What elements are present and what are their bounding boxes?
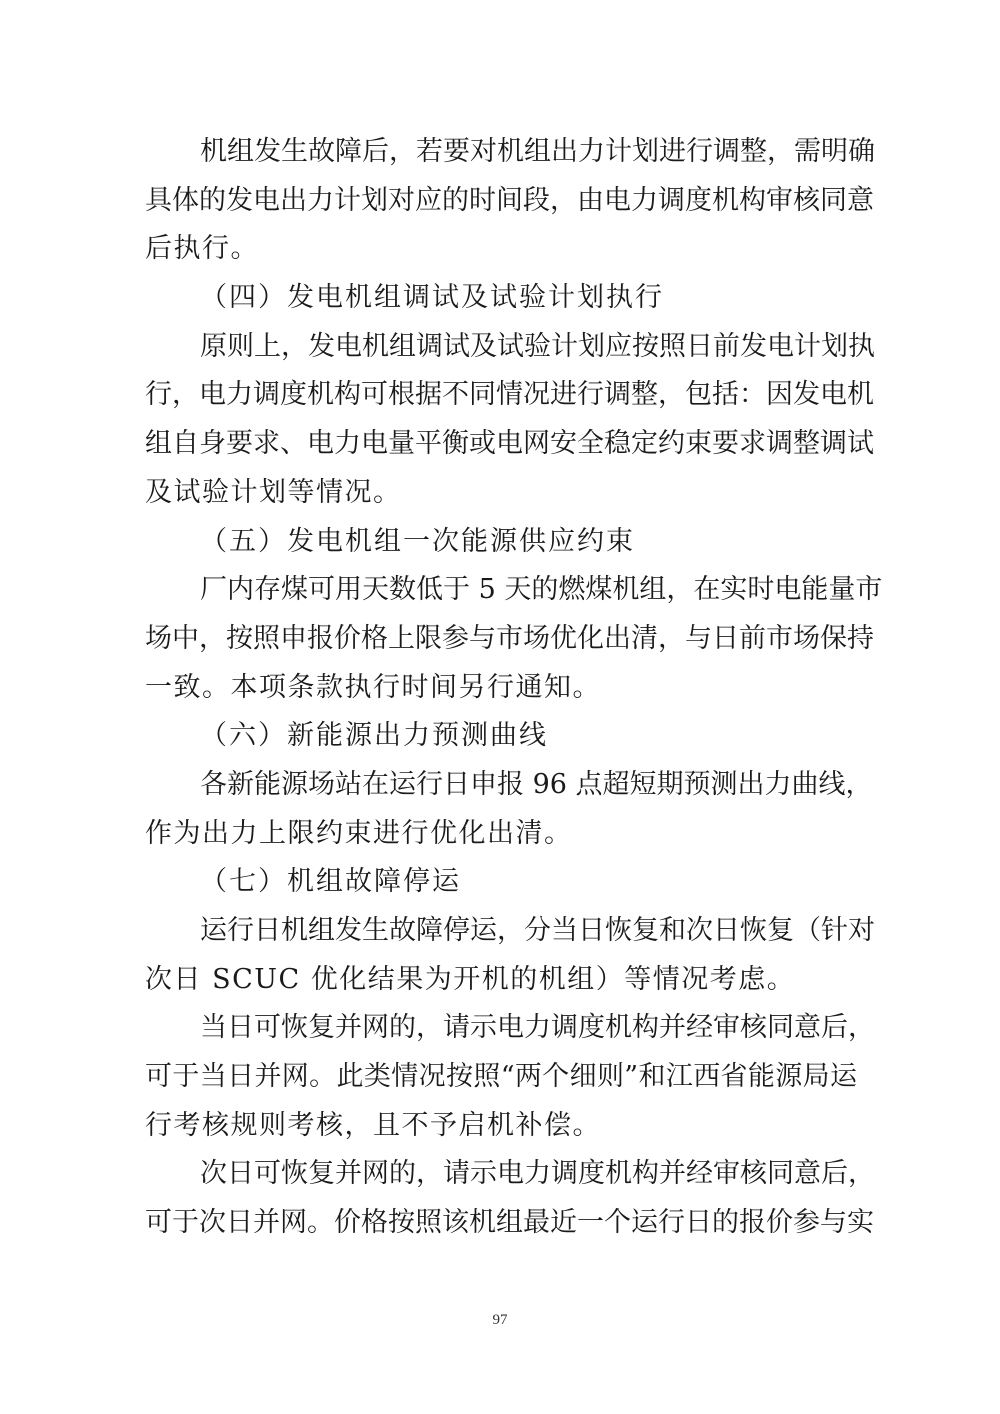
section-heading: （四）发电机组调试及试验计划执行 [200,282,664,314]
paragraph-line: 各新能源场站在运行日申报 96 点超短期预测出力曲线， [200,768,873,800]
paragraph-line: 厂内存煤可用天数低于 5 天的燃煤机组，在实时电能量市 [200,574,883,606]
paragraph-line: 组自身要求、电力电量平衡或电网安全稳定约束要求调整调试 [145,428,874,460]
paragraph-line: 行，电力调度机构可根据不同情况进行调整，包括：因发电机 [145,379,874,411]
paragraph-line: 次日 SCUC 优化结果为开机的机组）等情况考虑。 [145,963,796,995]
section-heading: （五）发电机组一次能源供应约束 [200,525,635,557]
paragraph-line: 机组发生故障后，若要对机组出力计划进行调整，需明确 [200,136,875,167]
document-body [145,128,883,1248]
paragraph-line: 可于次日并网。价格按照该机组最近一个运行日的报价参与实 [145,1207,874,1239]
section-heading: （七）机组故障停运 [200,866,461,898]
paragraph-line: 运行日机组发生故障停运，分当日恢复和次日恢复（针对 [200,915,875,946]
page-number: 97 [492,1312,508,1328]
paragraph-line: 及试验计划等情况。 [145,476,402,508]
paragraph-line: 当日可恢复并网的，请示电力调度机构并经审核同意后， [200,1012,875,1044]
paragraph-line: 次日可恢复并网的，请示电力调度机构并经审核同意后， [200,1158,875,1190]
section-heading: （六）新能源出力预测曲线 [200,720,548,752]
paragraph-line: 可于当日并网。此类情况按照“两个细则”和江西省能源局运 [145,1061,857,1093]
paragraph-line: 原则上，发电机组调试及试验计划应按照日前发电计划执 [200,330,875,362]
paragraph-line: 行考核规则考核，且不予启机补偿。 [145,1109,601,1141]
paragraph-line: 一致。本项条款执行时间另行通知。 [145,671,601,703]
paragraph-line: 后执行。 [145,233,259,265]
paragraph-line: 具体的发电出力计划对应的时间段，由电力调度机构审核同意 [145,184,874,216]
paragraph-line: 作为出力上限约束进行优化出清。 [145,817,573,849]
paragraph-line: 场中，按照申报价格上限参与市场优化出清，与日前市场保持 [145,622,874,654]
